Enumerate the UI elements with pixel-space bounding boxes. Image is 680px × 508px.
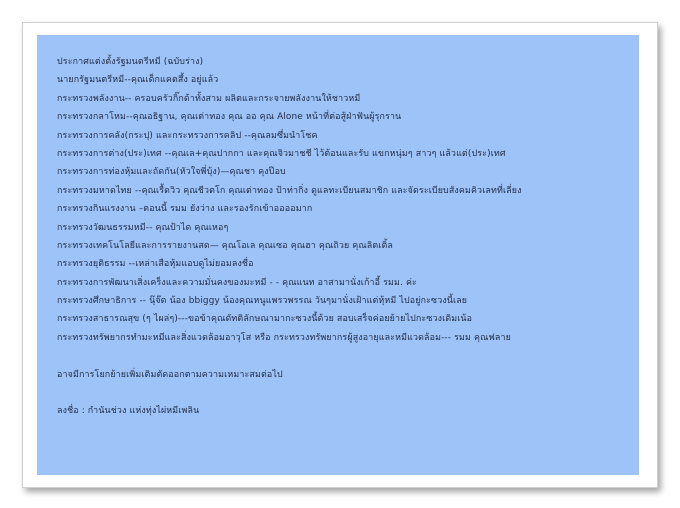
text-line: กระทรวงมหาดไทย --คุณเรื้ดวิว คุณชีวตโก คุณเต่าทอง ป้าท่ากิ่ง ดูแลทะเบียนสมาชิก และจัดระเบียบสังคมคิวเลทที่เลี่ยง — [57, 185, 522, 196]
text-line: กระทรวงพลังงาน-- ครอบครัวกิ๊กด้าทั้งสาม ผลิตและกระจายพลังงานให้ชาวหมี — [57, 93, 361, 104]
text-line: กระทรวงศึกษาธิการ -- นุ๊จ๊ต น้อง bbiggy น้องคุณหนูแพรวพรรณ วันๆมานั่งเฝ้าแต่หุ้หมี ไปอยู่กะซวงนี้เลย — [57, 296, 468, 307]
announcement-title: ประกาศแต่งตั้งรัฐมนตรีหมี (ฉบับร่าง) — [57, 57, 204, 67]
text-line: กระทรวงยุติธรรม --เหล่าเสือหุ้มแอบดูไม่ยอมลงชื่อ — [57, 259, 254, 270]
document-panel — [37, 35, 639, 475]
document-frame — [22, 22, 658, 488]
blank-line — [57, 347, 639, 365]
text-line: กระทรวงกินแรงงาน –ตอนนี้ รมม ยังว่าง และรองรักเข้าออออมาก — [57, 204, 313, 215]
footnote-line: อาจมีการโยกย้ายเพิ่มเติมตัดออกตามความเหมาะสมต่อไป — [57, 369, 283, 380]
text-line: กระทรวงการต่าง(ประ)เทศ --คุณเล+คุณปากกา และคุณจิวมาชชี ไว้ต้อนและรับ แขกหนุ่มๆ สาวๆ แล้วแต่(ประ)เทศ — [57, 148, 506, 159]
text-line: กระทรวงการพัฒนาเสิ่งเคร็งและความมั่นคงของมะหมี - - คุณแนท อาสามานั่งเก้าอี้ รมม. ค่ะ — [57, 277, 417, 288]
text-line: กระทรวงกลาโหม--คุณอธิฐาน, คุณเต่าทอง คุณ ออ คุณ Alone หน้าที่ต่อสู้ฝ่าฟันผู้รุกราน — [57, 112, 402, 123]
text-line: กระทรวงการท่องหุ้มและถัดกัน(หัวใจพี่บุ้ง)—คุณชา คุงป๊อบ — [57, 167, 286, 178]
text-line: กระทรวงสาธารณสุข (ๆ ไผล่ๆ)---ขอข้าคุณดัทติลักษณามากะซวงนี้ด้วย สอบเสร็จค่อยย้ายไปกะซวงเดิมเน้อ — [57, 314, 473, 325]
text-line: กระทรวงการคลัง(กระปุ) และกระทรวงการคลิป --คุณลมซึ่มนำโชค — [57, 130, 318, 141]
text-line: กระทรวงเทคโนโลยีและการรายงานสด— คุณโอเล คุณเซอ คุณฮา คุณถิวย คุณลิตเติ้ล — [57, 240, 393, 251]
text-line: นายกรัฐมนตรีหมี--คุณเด็กแคตสึ้ง อยู่แล้ว — [57, 75, 219, 86]
text-line: กระทรวงวัฒนธรรมหมี-- คุณป้าได คุณเหอๆ — [57, 222, 229, 233]
blank-line — [57, 384, 639, 402]
signature-line: ลงชื่อ : กำนันช่วง แห่งทุ่งไผ่หมีเพลิน — [57, 406, 200, 417]
text-line: กระทรวงทรัพยากรทำมะหมีและสิ่งแวดล้อมอาวุโส หรือ กระทรวงทรัพยากรผู้สูงอายุและหมีแวดล้อม--- รมม คุณฟลาย — [57, 332, 511, 343]
